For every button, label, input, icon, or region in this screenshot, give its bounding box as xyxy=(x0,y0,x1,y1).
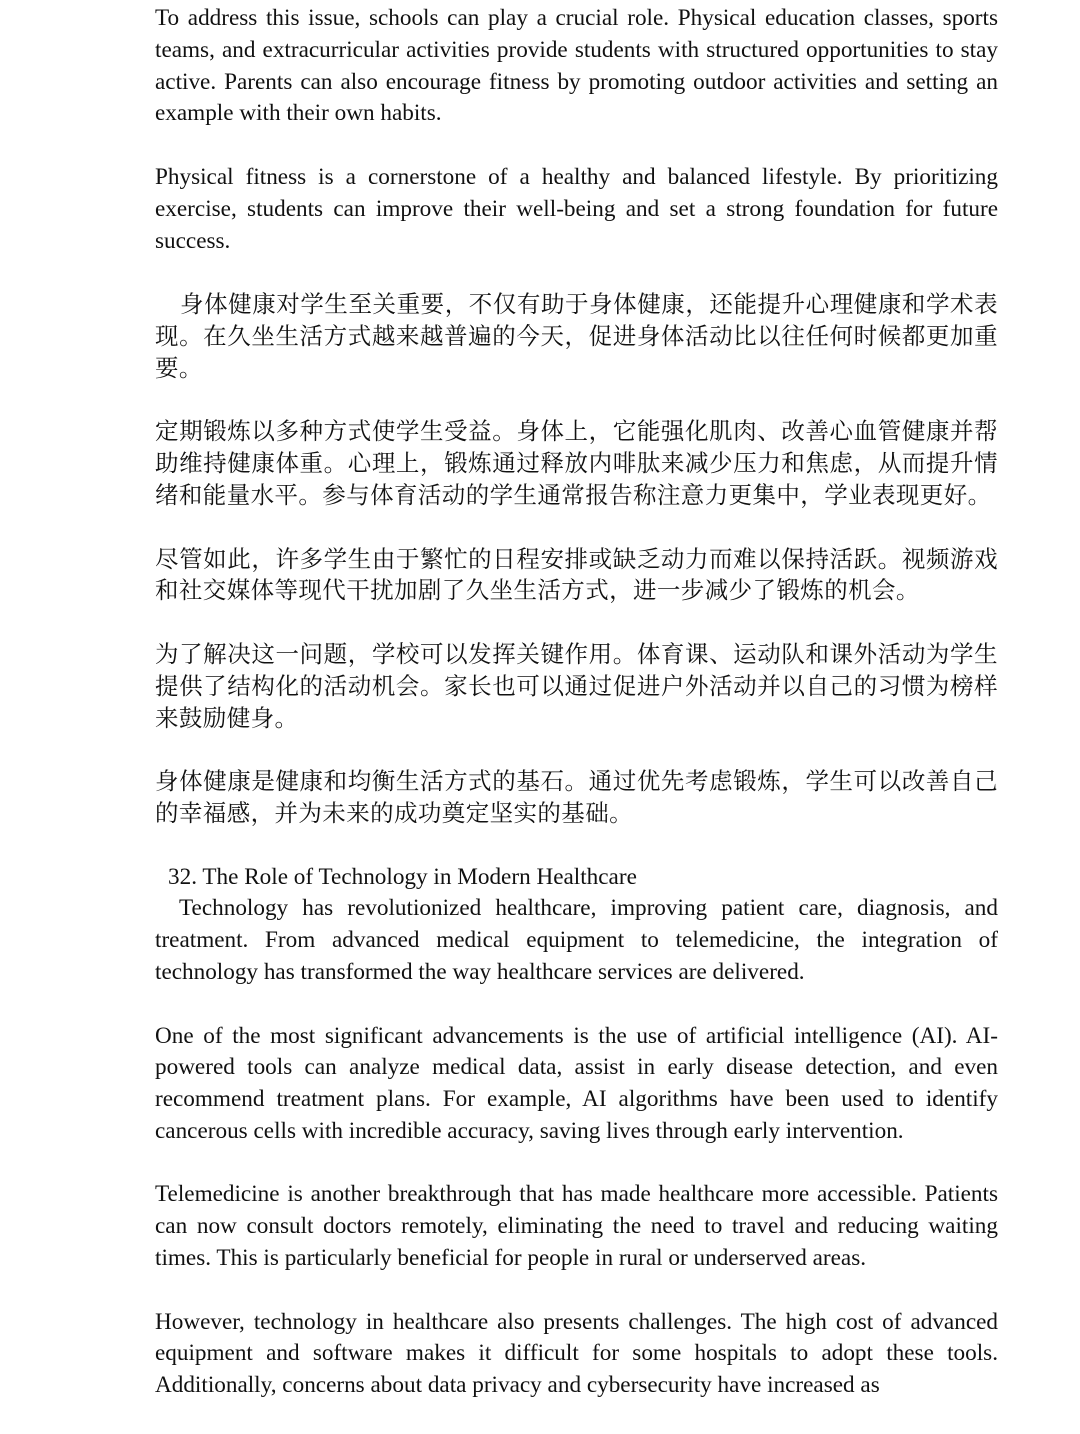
paragraph-technology-intro: Technology has revolutionized healthcare, improving patient care, diagnosis, and treatment. From advanced medical equipment to telemedicine, the integration of technology has transformed the way healthcare services are delivered. xyxy=(155,895,998,985)
paragraph-challenges: However, technology in healthcare also presents challenges. The high cost of advanced equipment and software makes it difficult for some hospitals to adopt these tools. Additionally, concerns about data privacy and cybersecurity have increased as xyxy=(155,1308,998,1399)
paragraph-zh-conclusion: 身体健康是健康和均衡生活方式的基石。通过优先考虑锻炼，学生可以改善自己的幸福感，并为未来的成功奠定坚实的基础。 xyxy=(155,767,998,827)
section-heading: 32. The Role of Technology in Modern Healthcare xyxy=(168,863,637,890)
paragraph-telemedicine: Telemedicine is another breakthrough that has made healthcare more accessible. Patients can now consult doctors remotely, eliminating the need to travel and reducing waiting times. This is particularly beneficial for people in rural or underserved areas. xyxy=(155,1181,998,1272)
paragraph-zh-schools-role: 为了解决这一问题，学校可以发挥关键作用。体育课、运动队和课外活动为学生提供了结构化的活动机会。家长也可以通过促进户外活动并以自己的习惯为榜样来鼓励健身。 xyxy=(155,639,998,732)
paragraph-schools-role: To address this issue, schools can play a crucial role. Physical education classes, sports teams, and extracurricular activities provide students with structured opportunities to stay active. Parents can also encourage fitness by promoting outdoor activities and setting an example with their own habits. xyxy=(155,5,998,127)
paragraph-fitness-conclusion: Physical fitness is a cornerstone of a healthy and balanced lifestyle. By prioritizing exercise, students can improve their well-being and set a strong foundation for future success. xyxy=(155,163,998,254)
paragraph-zh-challenges: 尽管如此，许多学生由于繁忙的日程安排或缺乏动力而难以保持活跃。视频游戏和社交媒体等现代干扰加剧了久坐生活方式，进一步减少了锻炼的机会。 xyxy=(155,544,998,605)
paragraph-ai: One of the most significant advancements is the use of artificial intelligence (AI). AI-powered tools can analyze medical data, assist in early disease detection, and even recommend treatment plans. For example, AI algorithms have been used to identify cancerous cells with incredible accuracy, saving lives through early intervention. xyxy=(155,1022,998,1144)
document-page xyxy=(155,3,998,1434)
paragraph-zh-benefits: 定期锻炼以多种方式使学生受益。身体上，它能强化肌肉、改善心血管健康并帮助维持健康体重。心理上，锻炼通过释放内啡肽来减少压力和焦虑，从而提升情绪和能量水平。参与体育活动的学生通常报告称注意力更集中，学业表现更好。 xyxy=(155,417,998,509)
paragraph-zh-intro: 身体健康对学生至关重要，不仅有助于身体健康，还能提升心理健康和学术表现。在久坐生活方式越来越普遍的今天，促进身体活动比以往任何时候都更加重要。 xyxy=(155,290,998,382)
